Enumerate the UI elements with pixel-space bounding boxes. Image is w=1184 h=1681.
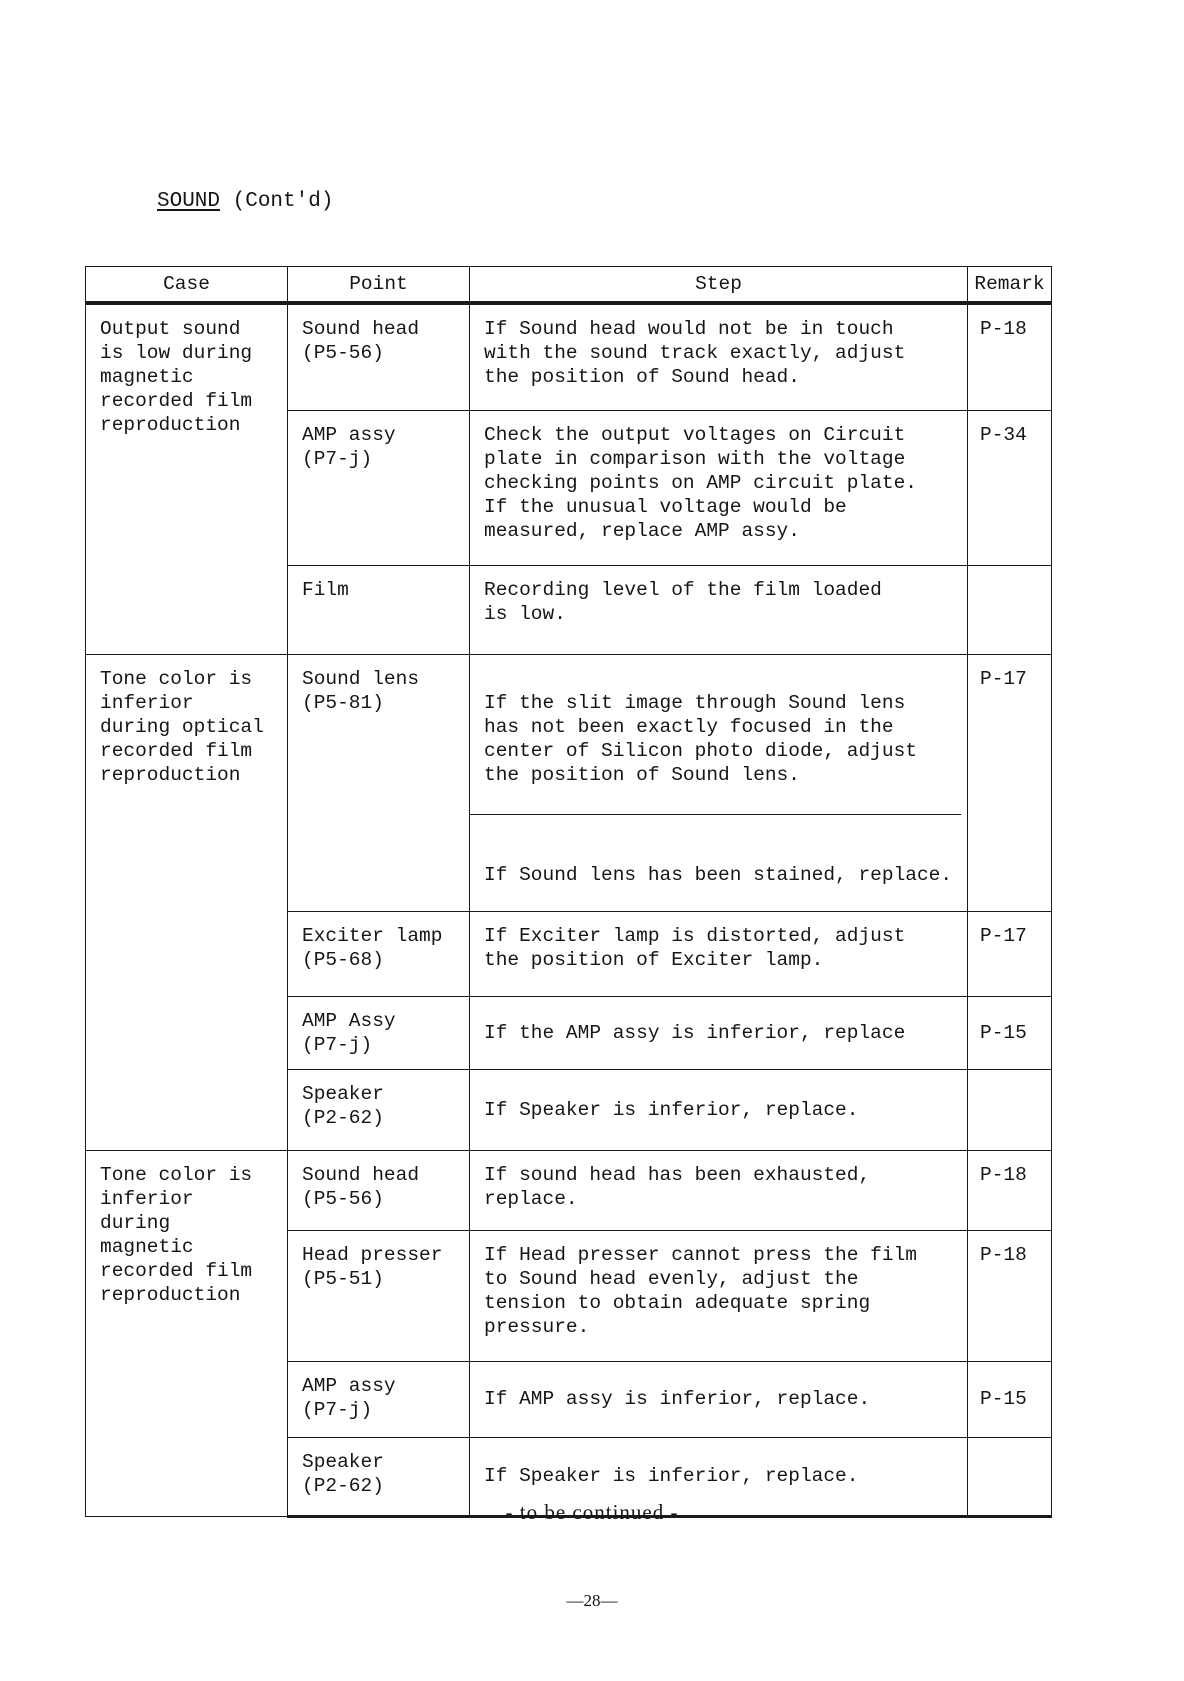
point-cell: Sound lens (P5-81) bbox=[288, 654, 470, 911]
header-point: Point bbox=[288, 267, 470, 304]
table-row bbox=[86, 303, 1052, 410]
header-case: Case bbox=[86, 267, 288, 304]
table-row bbox=[86, 1150, 1052, 1230]
table-header-row bbox=[86, 267, 1052, 304]
step-cell: Check the output voltages on Circuit plate in comparison with the voltage checking points on AMP circuit plate. If the unusual voltage would be measured, replace AMP assy. bbox=[470, 410, 968, 565]
point-cell: AMP assy (P7-j) bbox=[288, 410, 470, 565]
point-cell: Speaker (P2-62) bbox=[288, 1437, 470, 1516]
step-cell: If Head presser cannot press the film to Sound head evenly, adjust the tension to obtain adequate spring pressure. bbox=[470, 1230, 968, 1361]
remark-cell: P-15 bbox=[968, 996, 1052, 1069]
remark-cell bbox=[968, 565, 1052, 654]
remark-cell: P-17 bbox=[968, 654, 1052, 911]
section-title-suffix: (Cont'd) bbox=[232, 190, 334, 213]
case-cell: Tone color is inferior during optical recorded film reproduction bbox=[86, 654, 288, 1150]
point-cell: Film bbox=[288, 565, 470, 654]
point-cell: AMP Assy (P7-j) bbox=[288, 996, 470, 1069]
step-cell: If Speaker is inferior, replace. bbox=[470, 1069, 968, 1150]
step-cell: Recording level of the film loaded is low. bbox=[470, 565, 968, 654]
header-remark: Remark bbox=[968, 267, 1052, 304]
troubleshooting-table-wrapper bbox=[85, 266, 1051, 1518]
remark-cell: P-18 bbox=[968, 1150, 1052, 1230]
step-cell: If sound head has been exhausted, replace. bbox=[470, 1150, 968, 1230]
remark-cell: P-18 bbox=[968, 303, 1052, 410]
header-step: Step bbox=[470, 267, 968, 304]
step-cell: If Sound head would not be in touch with the sound track exactly, adjust the position of Sound head. bbox=[470, 303, 968, 410]
step-cell: If Exciter lamp is distorted, adjust the position of Exciter lamp. bbox=[470, 911, 968, 996]
remark-cell bbox=[968, 1069, 1052, 1150]
point-cell: Head presser (P5-51) bbox=[288, 1230, 470, 1361]
continued-note: - to be continued - bbox=[505, 1500, 679, 1524]
page-number: —28— bbox=[566, 1591, 618, 1610]
point-cell: AMP assy (P7-j) bbox=[288, 1361, 470, 1437]
remark-cell: P-15 bbox=[968, 1361, 1052, 1437]
step-cell: If Speaker is inferior, replace. bbox=[470, 1437, 968, 1516]
step-subcell: If Sound lens has been stained, replace. bbox=[484, 863, 953, 886]
step-cell-split bbox=[470, 654, 968, 911]
point-cell: Exciter lamp (P5-68) bbox=[288, 911, 470, 996]
section-title: SOUND bbox=[157, 190, 221, 213]
remark-cell: P-18 bbox=[968, 1230, 1052, 1361]
point-cell: Speaker (P2-62) bbox=[288, 1069, 470, 1150]
case-cell: Tone color is inferior during magnetic recorded film reproduction bbox=[86, 1150, 288, 1516]
point-cell: Sound head (P5-56) bbox=[288, 303, 470, 410]
point-cell: Sound head (P5-56) bbox=[288, 1150, 470, 1230]
step-cell: If AMP assy is inferior, replace. bbox=[470, 1361, 968, 1437]
remark-cell: P-34 bbox=[968, 410, 1052, 565]
table-row bbox=[86, 654, 1052, 911]
section-heading bbox=[157, 190, 333, 213]
troubleshooting-table bbox=[85, 266, 1052, 1518]
step-cell: If the AMP assy is inferior, replace bbox=[470, 996, 968, 1069]
step-subcell: If the slit image through Sound lens has not been exactly focused in the center of Silicon photo diode, adjust the position of Sound lens. bbox=[470, 679, 961, 815]
remark-cell: P-17 bbox=[968, 911, 1052, 996]
case-cell: Output sound is low during magnetic recorded film reproduction bbox=[86, 303, 288, 654]
